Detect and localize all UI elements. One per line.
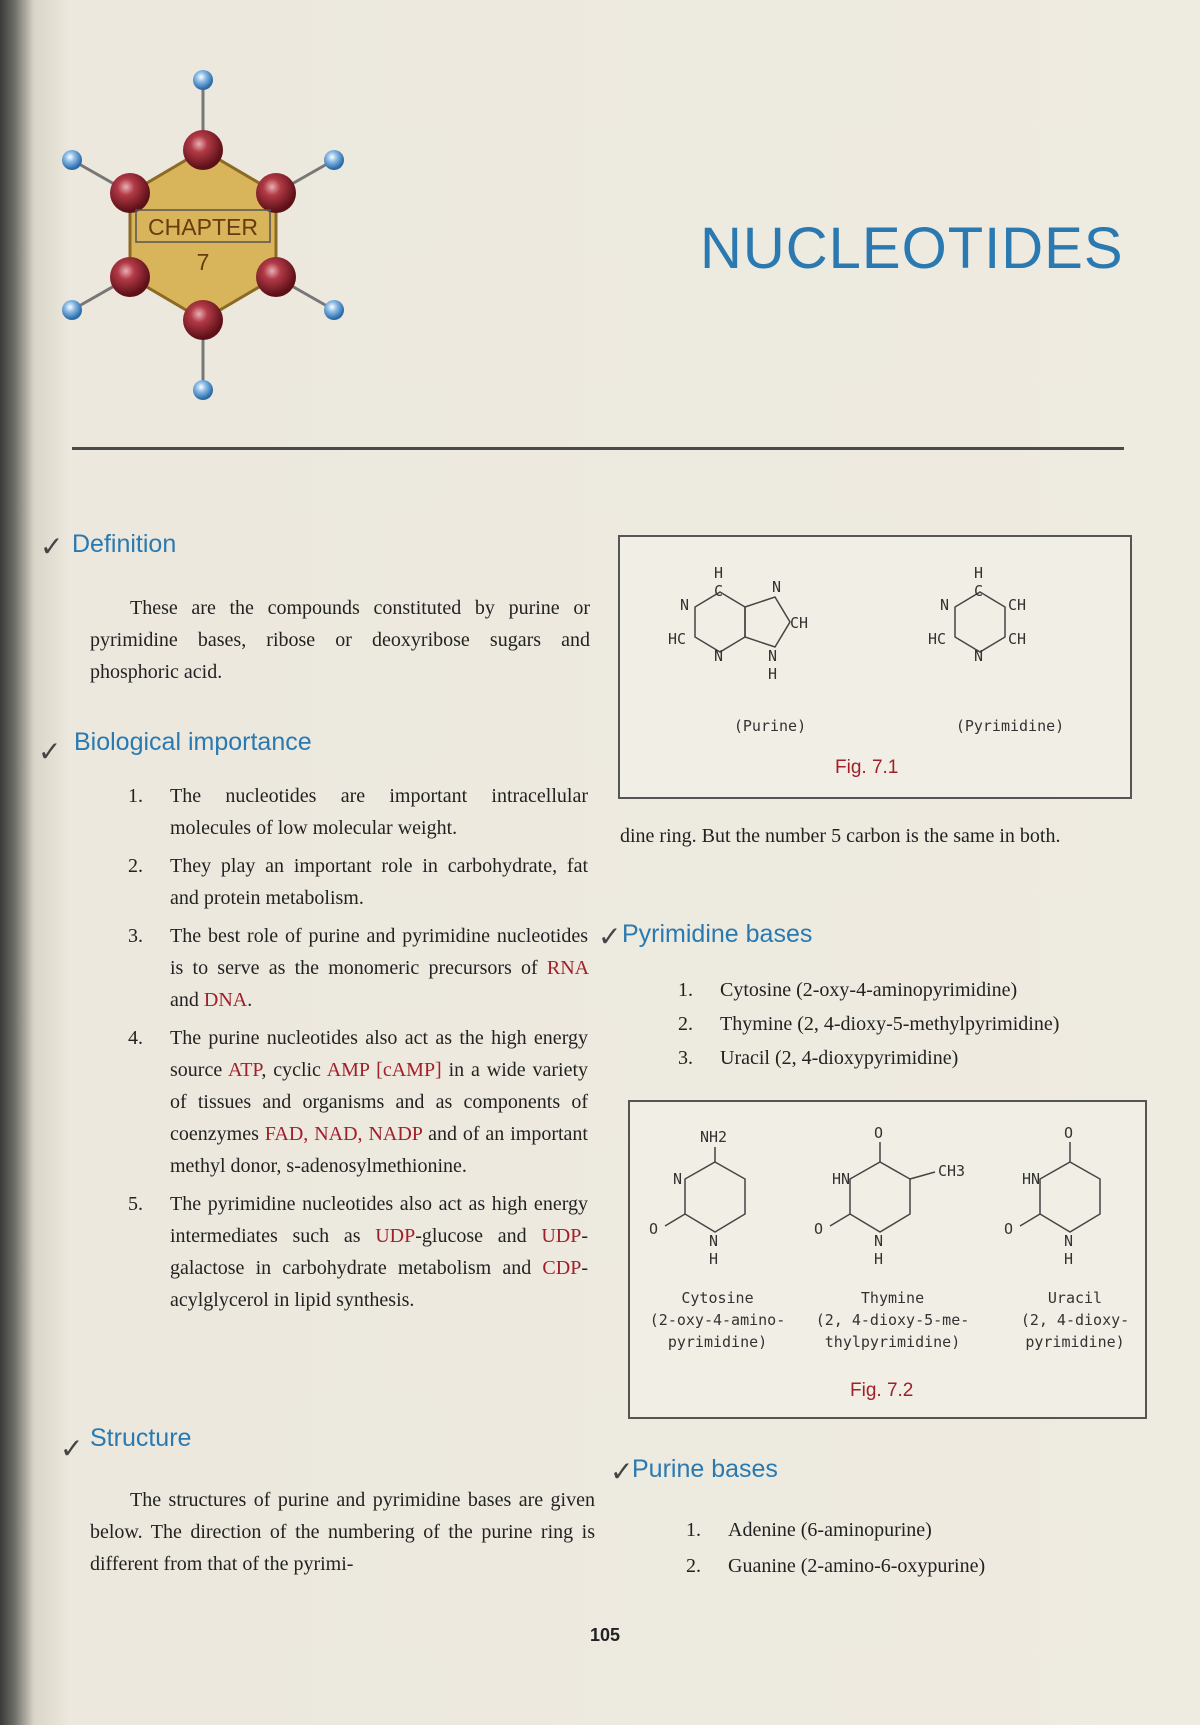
svg-text:N: N bbox=[768, 647, 778, 665]
svg-text:N: N bbox=[772, 578, 782, 596]
list-item: 1. Cytosine (2-oxy-4-aminopyrimidine) bbox=[678, 979, 1018, 1001]
list-item: 2. They play an important role in carbohydrate, fat and protein metabolism. bbox=[128, 855, 588, 909]
svg-text:O: O bbox=[649, 1220, 659, 1238]
chapter-title: NUCLEOTIDES bbox=[700, 216, 1124, 281]
figure-7-1-caption: Fig. 7.1 bbox=[835, 757, 899, 778]
thymine-label: Thymine (2, 4-dioxy-5-me- thylpyrimidine) bbox=[815, 1289, 970, 1351]
svg-text:H: H bbox=[974, 564, 984, 582]
figure-7-2-box bbox=[628, 1100, 1147, 1419]
svg-text:H: H bbox=[709, 1250, 719, 1268]
svg-text:CH: CH bbox=[1008, 630, 1027, 648]
svg-text:HC: HC bbox=[668, 630, 687, 648]
check-mark-icon: ✓ bbox=[40, 530, 64, 563]
svg-text:N: N bbox=[680, 596, 690, 614]
svg-text:C: C bbox=[714, 582, 724, 600]
svg-text:H: H bbox=[1064, 1250, 1074, 1268]
title-divider bbox=[72, 447, 1124, 450]
svg-text:HC: HC bbox=[928, 630, 947, 648]
purine-bases-list bbox=[686, 1514, 1136, 1586]
list-item: 2. Thymine (2, 4-dioxy-5-methylpyrimidine) bbox=[678, 1013, 1060, 1035]
list-item: 3. Uracil (2, 4-dioxypyrimidine) bbox=[678, 1047, 959, 1069]
list-item: 3. The best role of purine and pyrimidine nucleotides is to serve as the monomeric precursors of RNA and DNA. bbox=[128, 925, 588, 1011]
chapter-label: CHAPTER bbox=[148, 214, 258, 240]
svg-text:H: H bbox=[768, 665, 778, 683]
svg-text:CH: CH bbox=[790, 614, 809, 632]
svg-text:O: O bbox=[814, 1220, 824, 1238]
svg-text:N: N bbox=[673, 1170, 683, 1188]
chapter-number: 7 bbox=[196, 249, 210, 275]
svg-text:N: N bbox=[940, 596, 950, 614]
thymine-structure bbox=[810, 1122, 980, 1272]
purine-structure bbox=[660, 562, 860, 692]
pyrimidine-bases-list bbox=[678, 974, 1138, 1076]
structure-text: The structures of purine and pyrimidine bases are given below. The direction of the numbering of the purine ring is different from that of the pyrimi- bbox=[90, 1489, 595, 1575]
purine-bases-heading: Purine bases bbox=[632, 1455, 778, 1483]
structure-heading: Structure bbox=[90, 1424, 192, 1452]
check-mark-icon: ✓ bbox=[598, 920, 622, 953]
list-item: 1. The nucleotides are important intracellular molecules of low molecular weight. bbox=[128, 785, 588, 839]
cytosine-label: Cytosine (2-oxy-4-amino- pyrimidine) bbox=[649, 1289, 786, 1351]
pyrimidine-bases-heading: Pyrimidine bases bbox=[622, 920, 813, 948]
svg-text:N: N bbox=[874, 1232, 884, 1250]
svg-text:O: O bbox=[1064, 1124, 1074, 1142]
chapter-hexagon-logo bbox=[60, 60, 400, 440]
svg-text:CH: CH bbox=[1008, 596, 1027, 614]
svg-text:CH3: CH3 bbox=[938, 1162, 966, 1180]
svg-text:O: O bbox=[874, 1124, 884, 1142]
definition-heading: Definition bbox=[72, 530, 177, 558]
list-item: 5. The pyrimidine nucleotides also act as high energy intermediates such as UDP-glucose and UDP-galactose in carbohydrate metabolism and CDP-acylglycerol in lipid synthesis. bbox=[128, 1193, 588, 1311]
biological-list bbox=[128, 780, 588, 1322]
svg-text:N: N bbox=[709, 1232, 719, 1250]
pyrimidine-structure bbox=[920, 562, 1090, 672]
definition-text: These are the compounds constituted by purine or pyrimidine bases, ribose or deoxyribose sugars and phosphoric acid. bbox=[90, 597, 590, 683]
cytosine-structure bbox=[645, 1122, 785, 1272]
structure-continued-text: dine ring. But the number 5 carbon is the same in both. bbox=[620, 825, 1061, 847]
svg-text:N: N bbox=[714, 647, 724, 665]
purine-label: (Purine) bbox=[733, 717, 807, 735]
figure-7-2-caption: Fig. 7.2 bbox=[850, 1380, 914, 1401]
list-item: 2. Guanine (2-amino-6-oxypurine) bbox=[686, 1555, 986, 1577]
uracil-label: Uracil (2, 4-dioxy- pyrimidine) bbox=[1020, 1289, 1130, 1351]
list-item: 4. The purine nucleotides also act as the high energy source ATP, cyclic AMP [cAMP] in a wide variety of tissues and organisms and as components of coenzymes FAD, NAD, NADP and of an important methyl donor, s-adenosylmethionine. bbox=[128, 1027, 589, 1177]
page-number: 105 bbox=[590, 1625, 621, 1645]
pyrimidine-label: (Pyrimidine) bbox=[955, 717, 1065, 735]
figure-7-1-box bbox=[618, 535, 1132, 799]
check-mark-icon: ✓ bbox=[610, 1455, 634, 1488]
uracil-structure bbox=[1000, 1122, 1140, 1272]
svg-text:N: N bbox=[974, 647, 984, 665]
svg-text:H: H bbox=[714, 564, 724, 582]
check-mark-icon: ✓ bbox=[38, 735, 62, 768]
list-item: 1. Adenine (6-aminopurine) bbox=[686, 1519, 932, 1541]
svg-text:HN: HN bbox=[1022, 1170, 1041, 1188]
svg-text:HN: HN bbox=[832, 1170, 851, 1188]
svg-text:O: O bbox=[1004, 1220, 1014, 1238]
svg-text:N: N bbox=[1064, 1232, 1074, 1250]
svg-text:C: C bbox=[974, 582, 984, 600]
svg-text:H: H bbox=[874, 1250, 884, 1268]
biological-heading: Biological importance bbox=[74, 728, 312, 756]
svg-text:NH2: NH2 bbox=[700, 1128, 728, 1146]
check-mark-icon: ✓ bbox=[60, 1432, 84, 1465]
